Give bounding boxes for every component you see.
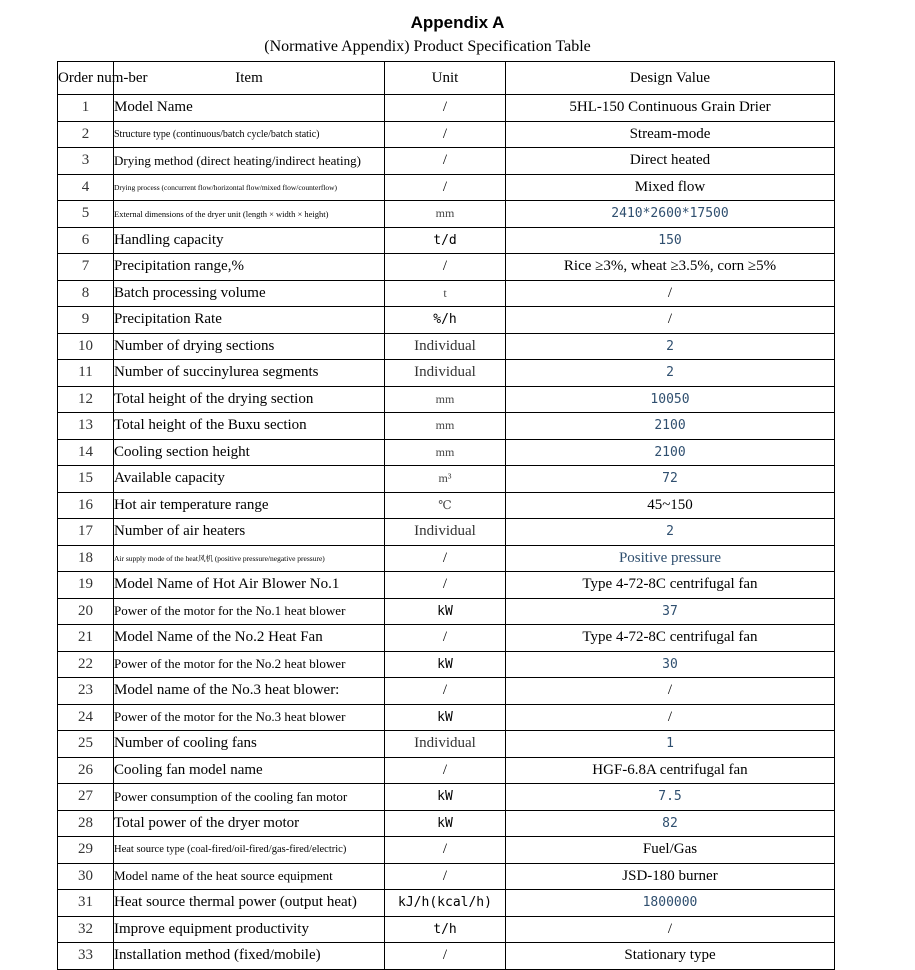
row-unit: %/h	[385, 307, 506, 334]
row-unit: kW	[385, 784, 506, 811]
row-item: Number of cooling fans	[114, 731, 385, 758]
row-unit: /	[385, 254, 506, 281]
row-item: Number of succinylurea segments	[114, 360, 385, 387]
row-item: Number of air heaters	[114, 519, 385, 546]
row-value: 72	[506, 466, 835, 493]
row-value: /	[506, 307, 835, 334]
row-value: 2100	[506, 439, 835, 466]
row-value: /	[506, 678, 835, 705]
row-value: HGF-6.8A centrifugal fan	[506, 757, 835, 784]
row-unit: Individual	[385, 360, 506, 387]
row-item: External dimensions of the dryer unit (length × width × height)	[114, 201, 385, 228]
row-item: Power of the motor for the No.3 heat blower	[114, 704, 385, 731]
table-row	[58, 757, 835, 784]
row-number: 32	[58, 916, 114, 943]
row-item: Model Name	[114, 95, 385, 122]
row-value: 45~150	[506, 492, 835, 519]
row-number: 30	[58, 863, 114, 890]
row-value: /	[506, 280, 835, 307]
row-value: JSD-180 burner	[506, 863, 835, 890]
row-item: Installation method (fixed/mobile)	[114, 943, 385, 970]
row-item: Precipitation range,%	[114, 254, 385, 281]
row-unit: mm	[385, 439, 506, 466]
row-unit: mm	[385, 201, 506, 228]
row-unit: /	[385, 121, 506, 148]
table-row	[58, 307, 835, 334]
table-row	[58, 731, 835, 758]
row-number: 5	[58, 201, 114, 228]
row-number: 28	[58, 810, 114, 837]
row-number: 19	[58, 572, 114, 599]
row-unit: /	[385, 678, 506, 705]
row-value: Stream-mode	[506, 121, 835, 148]
table-row	[58, 890, 835, 917]
table-row	[58, 148, 835, 175]
row-number: 16	[58, 492, 114, 519]
row-item: Hot air temperature range	[114, 492, 385, 519]
table-row	[58, 386, 835, 413]
row-item: Improve equipment productivity	[114, 916, 385, 943]
row-unit: kJ/h(kcal/h)	[385, 890, 506, 917]
row-unit: mm	[385, 413, 506, 440]
table-row	[58, 916, 835, 943]
row-unit: kW	[385, 651, 506, 678]
row-item: Air supply mode of the heat风机 (positive pressure/negative pressure)	[114, 545, 385, 572]
row-number: 14	[58, 439, 114, 466]
row-value: Positive pressure	[506, 545, 835, 572]
row-number: 20	[58, 598, 114, 625]
row-value: /	[506, 704, 835, 731]
row-unit: /	[385, 572, 506, 599]
row-value: 1800000	[506, 890, 835, 917]
row-number: 3	[58, 148, 114, 175]
row-unit: ℃	[385, 492, 506, 519]
row-value: Direct heated	[506, 148, 835, 175]
row-unit: /	[385, 943, 506, 970]
row-number: 12	[58, 386, 114, 413]
row-item: Batch processing volume	[114, 280, 385, 307]
row-unit: kW	[385, 704, 506, 731]
row-value: 2100	[506, 413, 835, 440]
table-row	[58, 625, 835, 652]
row-value: 30	[506, 651, 835, 678]
row-item: Power of the motor for the No.1 heat blower	[114, 598, 385, 625]
row-value: 10050	[506, 386, 835, 413]
row-item: Total height of the drying section	[114, 386, 385, 413]
row-item: Available capacity	[114, 466, 385, 493]
row-item: Handling capacity	[114, 227, 385, 254]
table-row	[58, 545, 835, 572]
row-item: Heat source type (coal-fired/oil-fired/gas-fired/electric)	[114, 837, 385, 864]
table-row	[58, 678, 835, 705]
row-value: 2	[506, 360, 835, 387]
appendix-subtitle: (Normative Appendix) Product Specification Table	[264, 38, 591, 55]
row-number: 25	[58, 731, 114, 758]
row-number: 26	[58, 757, 114, 784]
row-value: Mixed flow	[506, 174, 835, 201]
row-value: 37	[506, 598, 835, 625]
row-number: 17	[58, 519, 114, 546]
table-row	[58, 333, 835, 360]
table-row	[58, 466, 835, 493]
table-row	[58, 174, 835, 201]
row-unit: m³	[385, 466, 506, 493]
row-number: 18	[58, 545, 114, 572]
row-item: Cooling fan model name	[114, 757, 385, 784]
row-unit: t/d	[385, 227, 506, 254]
table-row	[58, 519, 835, 546]
row-value: 1	[506, 731, 835, 758]
row-number: 21	[58, 625, 114, 652]
row-value: Stationary type	[506, 943, 835, 970]
table-row	[58, 863, 835, 890]
row-number: 29	[58, 837, 114, 864]
row-unit: kW	[385, 810, 506, 837]
row-unit: /	[385, 863, 506, 890]
row-value: 2	[506, 333, 835, 360]
table-row	[58, 95, 835, 122]
row-number: 27	[58, 784, 114, 811]
row-number: 24	[58, 704, 114, 731]
row-number: 10	[58, 333, 114, 360]
table-row	[58, 598, 835, 625]
table-row	[58, 280, 835, 307]
row-number: 11	[58, 360, 114, 387]
row-value: 150	[506, 227, 835, 254]
row-value: 82	[506, 810, 835, 837]
row-item: Number of drying sections	[114, 333, 385, 360]
row-item: Heat source thermal power (output heat)	[114, 890, 385, 917]
row-unit: Individual	[385, 519, 506, 546]
row-value: 2	[506, 519, 835, 546]
row-number: 23	[58, 678, 114, 705]
table-header-row	[58, 62, 835, 95]
table-row	[58, 810, 835, 837]
table-row	[58, 254, 835, 281]
header-unit: Unit	[385, 62, 506, 95]
header-design-value: Design Value	[506, 62, 835, 95]
row-value: Fuel/Gas	[506, 837, 835, 864]
table-row	[58, 413, 835, 440]
row-unit: /	[385, 545, 506, 572]
row-item: Model name of the No.3 heat blower:	[114, 678, 385, 705]
row-number: 15	[58, 466, 114, 493]
row-unit: Individual	[385, 333, 506, 360]
table-row	[58, 492, 835, 519]
row-item: Structure type (continuous/batch cycle/batch static)	[114, 121, 385, 148]
row-number: 31	[58, 890, 114, 917]
row-item: Total power of the dryer motor	[114, 810, 385, 837]
row-item: Drying method (direct heating/indirect heating)	[114, 148, 385, 175]
specification-table	[57, 61, 835, 970]
row-item: Model Name of the No.2 Heat Fan	[114, 625, 385, 652]
row-number: 9	[58, 307, 114, 334]
table-row	[58, 227, 835, 254]
table-row	[58, 439, 835, 466]
row-unit: /	[385, 148, 506, 175]
row-value: Type 4-72-8C centrifugal fan	[506, 625, 835, 652]
row-number: 8	[58, 280, 114, 307]
row-unit: t	[385, 280, 506, 307]
table-row	[58, 837, 835, 864]
row-unit: /	[385, 625, 506, 652]
row-unit: /	[385, 95, 506, 122]
row-value: 5HL-150 Continuous Grain Drier	[506, 95, 835, 122]
row-item: Model Name of Hot Air Blower No.1	[114, 572, 385, 599]
row-item: Total height of the Buxu section	[114, 413, 385, 440]
row-unit: Individual	[385, 731, 506, 758]
table-body	[58, 95, 835, 970]
row-value: Rice ≥3%, wheat ≥3.5%, corn ≥5%	[506, 254, 835, 281]
appendix-title: Appendix A	[410, 13, 505, 32]
row-number: 7	[58, 254, 114, 281]
row-item: Precipitation Rate	[114, 307, 385, 334]
row-item: Power of the motor for the No.2 heat blower	[114, 651, 385, 678]
row-unit: t/h	[385, 916, 506, 943]
table-row	[58, 651, 835, 678]
row-value: Type 4-72-8C centrifugal fan	[506, 572, 835, 599]
header-item: Item	[114, 62, 385, 95]
row-unit: kW	[385, 598, 506, 625]
row-item: Power consumption of the cooling fan motor	[114, 784, 385, 811]
table-row	[58, 784, 835, 811]
table-row	[58, 201, 835, 228]
row-item: Drying process (concurrent flow/horizontal flow/mixed flow/counterflow)	[114, 174, 385, 201]
row-unit: /	[385, 837, 506, 864]
row-number: 22	[58, 651, 114, 678]
row-value: 2410*2600*17500	[506, 201, 835, 228]
table-row	[58, 572, 835, 599]
table-row	[58, 704, 835, 731]
row-unit: mm	[385, 386, 506, 413]
row-unit: /	[385, 757, 506, 784]
row-number: 33	[58, 943, 114, 970]
row-number: 1	[58, 95, 114, 122]
row-number: 4	[58, 174, 114, 201]
header-order-number: Order num-ber	[58, 62, 114, 95]
row-value: 7.5	[506, 784, 835, 811]
table-row	[58, 360, 835, 387]
row-number: 6	[58, 227, 114, 254]
row-number: 2	[58, 121, 114, 148]
row-number: 13	[58, 413, 114, 440]
table-row	[58, 121, 835, 148]
row-item: Model name of the heat source equipment	[114, 863, 385, 890]
row-value: /	[506, 916, 835, 943]
row-unit: /	[385, 174, 506, 201]
row-item: Cooling section height	[114, 439, 385, 466]
table-row	[58, 943, 835, 970]
